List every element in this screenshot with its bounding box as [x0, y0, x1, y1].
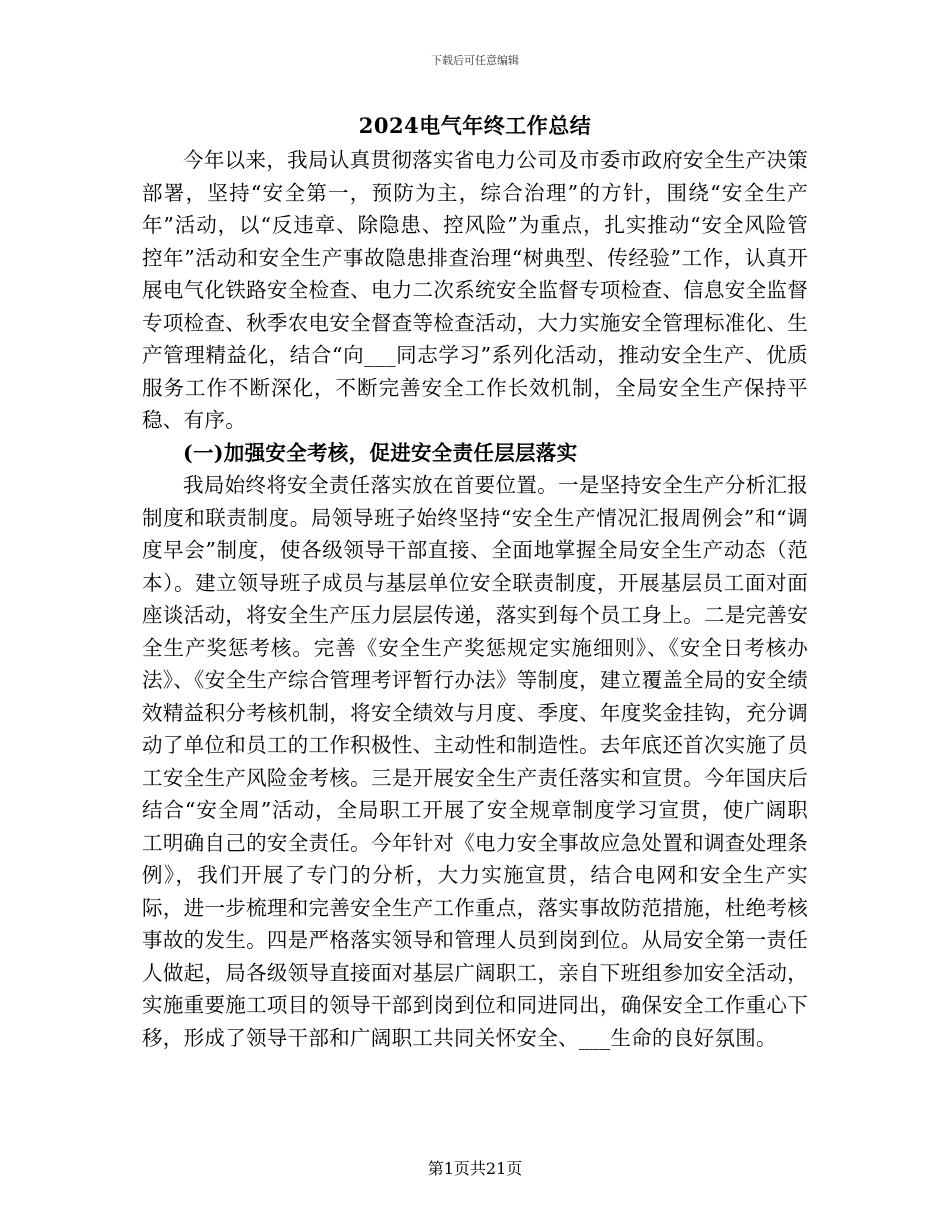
section-paragraph: 我局始终将安全责任落实放在首要位置。一是坚持安全生产分析汇报制度和联责制度。局领导班子始终坚持“安全生产情况汇报周例会”和“调度早会”制度，使各级领导干部直接、全面地掌握全局安全生产动态（范本）。建立领导班子成员与基层单位安全联责制度，开展基层员工面对面座谈活动，将安全生产压力层层传递，落实到每个员工身上。二是完善安全生产奖惩考核。完善《安全生产奖惩规定实施细则》、《安全日考核办法》、《安全生产综合管理考评暂行办法》等制度，建立覆盖全局的安全绩效精益积分考核机制，将安全绩效与月度、季度、年度奖金挂钩，充分调动了单位和员工的工作积极性、主动性和制造性。去年底还首次实施了员工安全生产风险金考核。三是开展安全生产责任落实和宣贯。今年国庆后结合“安全周”活动，全局职工开展了安全规章制度学习宣贯，使广阔职工明确自己的安全责任。今年针对《电力安全事故应急处置和调查处理条例》，我们开展了专门的分析，大力实施宣贯，结合电网和安全生产实际，进一步梳理和完善安全生产工作重点，落实事故防范措施，杜绝考核事故的发生。四是严格落实领导和管理人员到岗到位。从局安全第一责任人做起，局各级领导直接面对基层广阔职工，亲自下班组参加安全活动，实施重要施工项目的领导干部到岗到位和同进同出，确保安全工作重心下移，形成了领导干部和广阔职工共同关怀安全、___生命的良好氛围。 — [142, 473, 808, 1050]
intro-paragraph: 今年以来，我局认真贯彻落实省电力公司及市委市政府安全生产决策部署，坚持“安全第一，预防为主，综合治理”的方针，围绕“安全生产年”活动，以“反违章、除隐患、控风险”为重点，扎实推动“安全风险管控年”活动和安全生产事故隐患排查治理“树典型、传经验”工作，认真开展电气化铁路安全检查、电力二次系统安全监督专项检查、信息安全监督专项检查、秋季农电安全督查等检查活动，大力实施安全管理标准化、生产管理精益化，结合“向___同志学习”系列化活动，推动安全生产、优质服务工作不断深化，不断完善安全工作长效机制，全局安全生产保持平稳、有序。 — [142, 148, 808, 432]
section-heading: (一)加强安全考核，促进安全责任层层落实 — [183, 440, 578, 465]
header-note: 下载后可任意编辑 — [431, 54, 519, 67]
document-title: 2024电气年终工作总结 — [358, 113, 592, 138]
document-body — [142, 144, 808, 1054]
page-footer: 第1页共21页 — [427, 1159, 523, 1178]
